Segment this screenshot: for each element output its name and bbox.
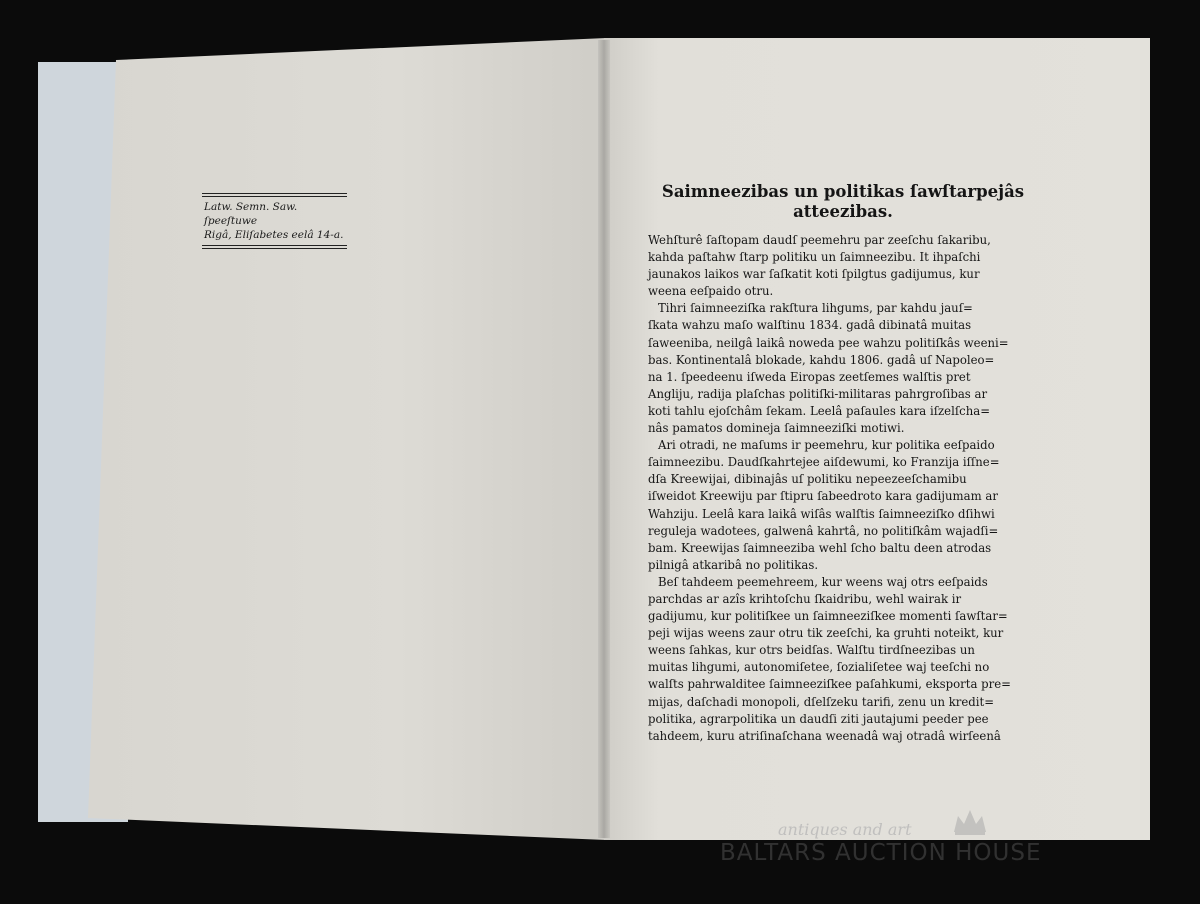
- article-title-line-1: Saimneezibas un politikas ſawſtarpejâs: [661, 182, 1025, 201]
- article-line: ſkata wahzu maſo walſtinu 1834. gadâ dibinatâ muitas: [648, 318, 972, 333]
- article-line: Angliju, radija plaſchas politiſki-militaras pahrgroſibas ar: [648, 386, 988, 401]
- article-line: mijas, daſchadi monopoli, dſelſzeku tarifi, zenu un kredit=: [648, 694, 995, 709]
- article-line: parchdas ar azîs krihtoſchu ſkaidribu, wehl wairak ir: [648, 591, 962, 606]
- article-line: gadijumu, kur politiſkee un ſaimneeziſkee momenti ſawſtar=: [648, 609, 1008, 624]
- article-line: nâs pamatos domineja ſaimneeziſki motiwi.: [648, 421, 905, 436]
- article-line: ſaweeniba, neilgâ laikâ noweda pee wahzu politiſkâs weeni=: [648, 335, 1009, 350]
- article-line: pilnigâ atkaribâ no politikas.: [648, 557, 819, 572]
- article-line: weens ſahkas, kur otrs beidſas. Walſtu tirdſneezibas un: [648, 643, 975, 658]
- article-line: peji wijas weens zaur otru tik zeeſchi, ka gruhti noteikt, kur: [648, 626, 1004, 641]
- article-line: dſa Kreewijai, dibinajâs uſ politiku nepeezeeſchamibu: [648, 472, 967, 487]
- article-line: Beſ tahdeem peemehreem, kur weens waj otrs eeſpaids: [658, 574, 988, 589]
- article-line: koti tahlu ejoſchâm ſekam. Leelâ paſaules kara iſzelſcha=: [648, 403, 990, 418]
- watermark-top-text: antiques and art: [778, 820, 912, 839]
- stamp-bottom-rule: [202, 245, 347, 249]
- article-line: bas. Kontinentalâ blokade, kahdu 1806. gadâ uſ Napoleo=: [648, 352, 995, 367]
- article-line: iſweidot Kreewiju par ſtipru ſabeedroto kara gadijumam ar: [648, 489, 998, 504]
- article-line: na 1. ſpeedeenu iſweda Eiropas zeetſemes walſtis pret: [648, 369, 971, 384]
- article-line: kahda paſtahw ſtarp politiku un ſaimneezibu. It ihpaſchi: [648, 250, 981, 265]
- article-title: [648, 182, 1038, 222]
- watermark-bottom-text: BALTARS AUCTION HOUSE: [720, 840, 1042, 866]
- article-line: weena eeſpaido otru.: [648, 284, 774, 299]
- article-line: muitas lihgumi, autonomiſetee, ſozialiſetee waj teeſchi no: [648, 660, 990, 675]
- stamp-line-1: Latw. Semn. Saw. ſpeeſtuwe: [204, 201, 298, 227]
- article-line: ſaimneezibu. Daudſkahrtejee aiſdewumi, ko Franzija iſſne=: [648, 455, 1000, 470]
- printer-stamp: [202, 192, 347, 250]
- article-line: Wehſturê ſaſtopam daudſ peemehru par zeeſchu ſakaribu,: [648, 233, 991, 247]
- auction-watermark: [720, 810, 1140, 870]
- article-line: Wahziju. Leelâ kara laikâ wiſâs walſtis ſaimneeziſko dſihwi: [648, 506, 995, 521]
- article-line: reguleja wadotees, galwenâ kahrtâ, no politiſkâm wajadſi=: [648, 523, 999, 538]
- stamp-top-rule: [202, 193, 347, 197]
- article-line: bam. Kreewijas ſaimneeziba wehl ſcho baltu deen atrodas: [648, 540, 992, 555]
- article-line: politika, agrarpolitika un daudſi ziti jautajumi peeder pee: [648, 711, 989, 726]
- article-line: walſts pahrwalditee ſaimneeziſkee paſahkumi, eksporta pre=: [648, 677, 1011, 692]
- article-line: tahdeem, kuru atriſinaſchana weenadâ waj otradâ wirſeenâ: [648, 728, 1001, 743]
- article: [648, 182, 1038, 745]
- article-line: Ari otradi, ne maſums ir peemehru, kur politika eeſpaido: [658, 438, 995, 453]
- article-line: Tihri ſaimneeziſka rakſtura lihgums, par kahdu jauſ=: [658, 301, 973, 316]
- left-page: [88, 38, 606, 840]
- article-body: [648, 232, 1038, 745]
- article-line: jaunakos laikos war ſaſkatit koti ſpilgtus gadijumus, kur: [648, 267, 980, 282]
- stamp-line-2: Rigâ, Eliſabetes eelâ 14-a.: [204, 229, 344, 241]
- article-title-line-2: atteezibas.: [793, 202, 893, 221]
- crown-icon: [952, 806, 988, 836]
- book-gutter: [598, 40, 610, 838]
